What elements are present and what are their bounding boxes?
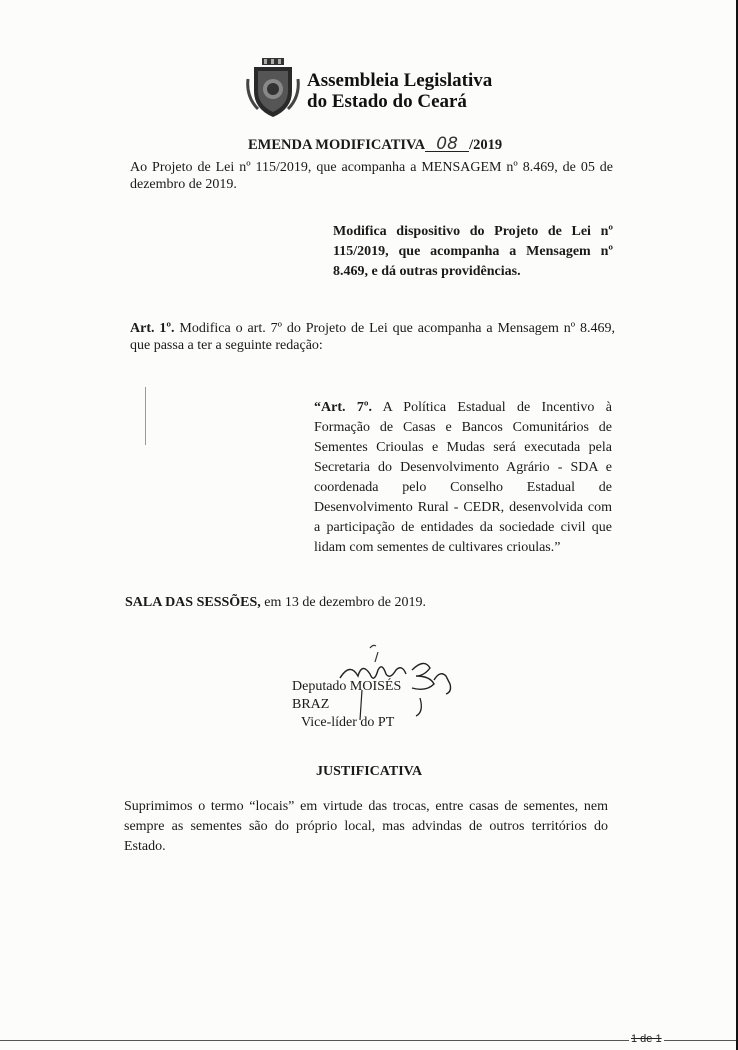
institution-name: [307, 70, 492, 112]
amendment-year: /2019: [469, 137, 503, 153]
coat-of-arms-logo: [244, 57, 302, 119]
justification-paragraph: Suprimimos o termo “locais” em virtude das trocas, entre casas de sementes, nem sempre as sementes são do próprio local, mas advindas de outros territórios do Estado.: [124, 799, 608, 854]
session-date: em 13 de dezembro de 2019.: [264, 595, 427, 610]
session-line: [125, 594, 625, 611]
quoted-article-paragraph: [314, 398, 612, 558]
signer-role: Vice-líder do PT: [301, 715, 395, 730]
institution-line-1: Assembleia Legislativa: [307, 70, 493, 91]
signer-name: Deputado MOISÉS BRAZ: [292, 679, 402, 712]
intro-paragraph: Ao Projeto de Lei nº 115/2019, que acompanha a MENSAGEM nº 8.469, de 05 de dezembro de 2019.: [130, 160, 613, 192]
amendment-number: 08: [425, 137, 469, 152]
amendment-title: [248, 134, 503, 154]
footer-rule: [0, 1040, 738, 1041]
margin-mark: [145, 387, 146, 445]
signature-block: [292, 678, 442, 732]
page-number: 1 de 1: [631, 1033, 662, 1045]
session-label: SALA DAS SESSÕES,: [125, 595, 261, 610]
amendment-title-prefix: EMENDA MODIFICATIVA: [248, 137, 426, 153]
institution-line-2: do Estado do Ceará: [307, 91, 467, 112]
quoted-article-text: A Política Estadual de Incentivo à Formação de Casas e Bancos Comunitários de Sementes Crioulas e Mudas será executada pela Secretaria do Desenvolvimento Agrário - SDA e coordenada pelo Conselho Estadual de Desenvolvimento Rural - CEDR, desenvolvida com a participação de entidades da sociedade civil que lidam com sementes de cultivares crioulas.”: [314, 400, 613, 555]
article-1-label: Art. 1º.: [130, 321, 175, 336]
ementa-paragraph: Modifica dispositivo do Projeto de Lei nº 115/2019, que acompanha a Mensagem nº 8.469, e dá outras providências.: [333, 224, 613, 279]
article-1-text: Modifica o art. 7º do Projeto de Lei que acompanha a Mensagem nº 8.469, que passa a ter a seguinte redação:: [130, 321, 616, 353]
article-1-paragraph: [130, 320, 615, 354]
quoted-article-label: “Art. 7º.: [314, 400, 372, 415]
justification-title: JUSTIFICATIVA: [316, 764, 423, 779]
